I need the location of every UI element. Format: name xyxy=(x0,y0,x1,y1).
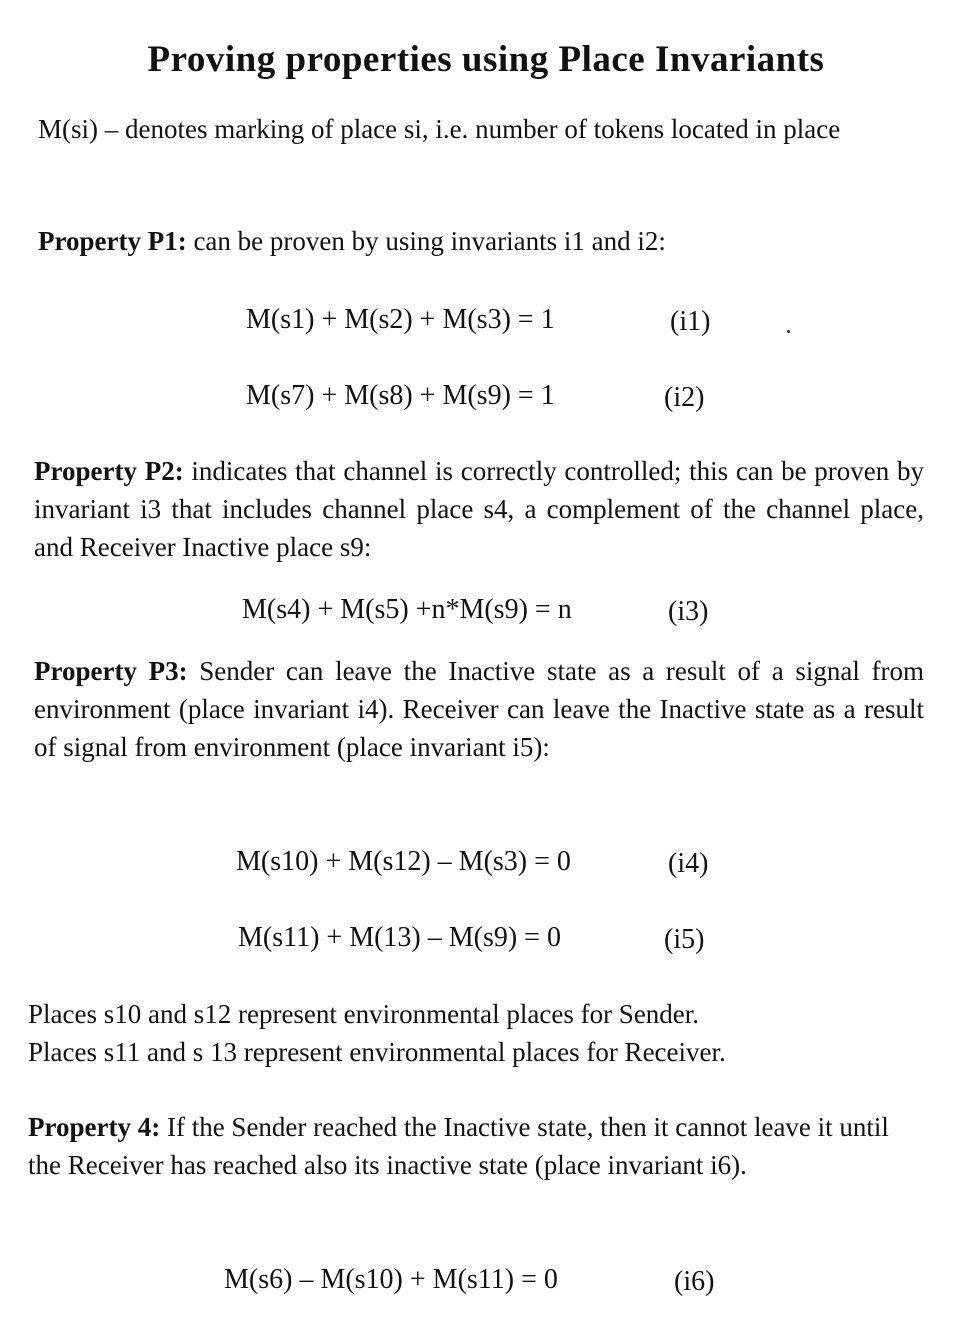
equation-i6-expression: M(s6) – M(s10) + M(s11) = 0 xyxy=(224,1264,558,1295)
property-p2-heading: Property P2: xyxy=(34,456,184,486)
equation-i5-label: (i5) xyxy=(664,924,705,955)
equation-i4 xyxy=(236,844,709,880)
equation-i2-expression: M(s7) + M(s8) + M(s9) = 1 xyxy=(246,380,555,411)
places-line-sender: Places s10 and s12 represent environmental places for Sender. xyxy=(28,999,700,1029)
property-p3-paragraph xyxy=(34,652,924,766)
equation-i6 xyxy=(224,1262,715,1298)
intro-paragraph: M(si) – denotes marking of place si, i.e. number of tokens located in place xyxy=(38,114,841,144)
equation-i5 xyxy=(238,920,705,956)
equation-i5-expression: M(s11) + M(13) – M(s9) = 0 xyxy=(238,922,561,953)
property-4-text: If the Sender reached the Inactive state, then it cannot leave it until the Receiver has reached also its inactive state (place invariant i6). xyxy=(28,1112,889,1180)
property-p1-text: can be proven by using invariants i1 and i2: xyxy=(186,226,666,256)
property-p3-text: Sender can leave the Inactive state as a result of a signal from environment (place invariant i4). Receiver can leave the Inactive state as a result of signal from environment (place invariant i5): xyxy=(34,656,925,762)
property-p1-paragraph xyxy=(38,222,918,260)
property-p3-heading: Property P3: xyxy=(34,656,188,686)
equation-i1 xyxy=(246,302,711,338)
equation-i1-expression: M(s1) + M(s2) + M(s3) = 1 xyxy=(246,304,555,335)
equation-i3 xyxy=(242,592,709,628)
stray-dot-mark xyxy=(787,330,790,333)
equation-i3-label: (i3) xyxy=(668,596,709,627)
property-p2-text: indicates that channel is correctly controlled; this can be proven by invariant i3 that includes channel place s4, a complement of the channel place, and Receiver Inactive place s9: xyxy=(34,456,924,562)
property-4-paragraph xyxy=(28,1108,918,1184)
equation-i4-label: (i4) xyxy=(668,848,709,879)
places-line-receiver: Places s11 and s 13 represent environmental places for Receiver. xyxy=(28,1037,726,1067)
equation-i3-expression: M(s4) + M(s5) +n*M(s9) = n xyxy=(242,594,572,625)
equation-i2-label: (i2) xyxy=(664,382,705,413)
equation-i4-expression: M(s10) + M(s12) – M(s3) = 0 xyxy=(236,846,571,877)
property-p2-paragraph xyxy=(34,452,924,566)
equation-i2 xyxy=(246,378,705,414)
page-title: Proving properties using Place Invariants xyxy=(147,39,825,80)
equation-i1-label: (i1) xyxy=(670,306,711,337)
property-p1-heading: Property P1: xyxy=(38,226,187,256)
places-paragraph xyxy=(28,995,928,1071)
equation-i6-label: (i6) xyxy=(674,1266,715,1297)
property-4-heading: Property 4: xyxy=(28,1112,161,1142)
